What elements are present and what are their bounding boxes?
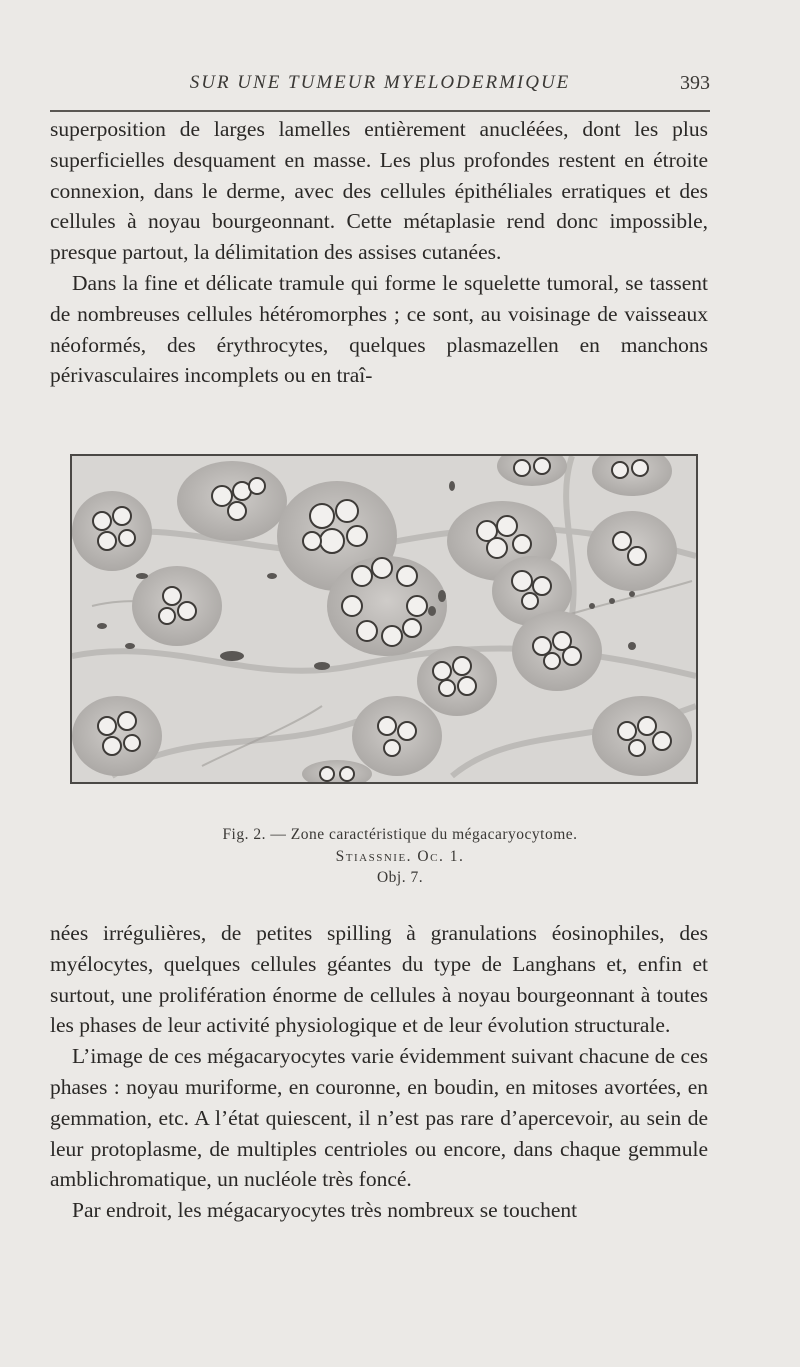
text-block-bottom <box>50 918 708 1226</box>
figure-caption-instrument: Stiassnie. Oc. 1. <box>335 848 465 865</box>
figure-caption: Fig. 2. — Zone caractéristique du mégacaryocytome. <box>222 826 578 843</box>
paragraph: superposition de larges lamelles entièrement anucléées, dont les plus superficielles desquament en masse. Les plus profondes restent en étroite connexion, dans le derme, avec des cellules épithéliales erratiques et des cellules à noyau bourgeonnant. Cette métaplasie rend donc impossible, presque partout, la délimitation des assises cutanées. <box>50 117 708 265</box>
running-head <box>50 72 710 102</box>
paragraph: Dans la fine et délicate tramule qui forme le squelette tumoral, se tassent de nombreuses cellules hétéromorphes ; ce sont, au voisinage de vaisseaux néoformés, des érythrocytes, quelques plasmazellen en manchons périvasculaires incomplets ou en traî- <box>50 270 708 388</box>
paragraph: Par endroit, les mégacaryocytes très nombreux se touchent <box>72 1198 578 1223</box>
page-number: 393 <box>680 72 710 94</box>
text-block-top <box>50 114 708 391</box>
paragraph: L’image de ces mégacaryocytes varie évidemment suivant chacune de ces phases : noyau muriforme, en couronne, en boudin, en mitoses avortées, en gemmation, etc. A l’état quiescent, il n’est pas rare d’apercevoir, au sein de leur protoplasme, de multiples centrioles ou encore, dans chaque gemmule amblichromatique, un nucléole très foncé. <box>50 1044 708 1192</box>
header-rule <box>50 110 710 112</box>
figure-caption-objective: Obj. 7. <box>376 869 424 886</box>
running-title: SUR UNE TUMEUR MYELODERMIQUE <box>189 72 571 93</box>
micrograph-illustration <box>72 456 696 782</box>
paragraph: nées irrégulières, de petites spilling à granulations éosinophiles, des myélocytes, quelques cellules géantes du type de Langhans et, enfin et surtout, une prolifération énorme de cellules à noyau bourgeonnant à toutes les phases de leur activité physiologique et de leur évolution structurale. <box>50 921 708 1038</box>
histology-figure <box>70 454 698 784</box>
